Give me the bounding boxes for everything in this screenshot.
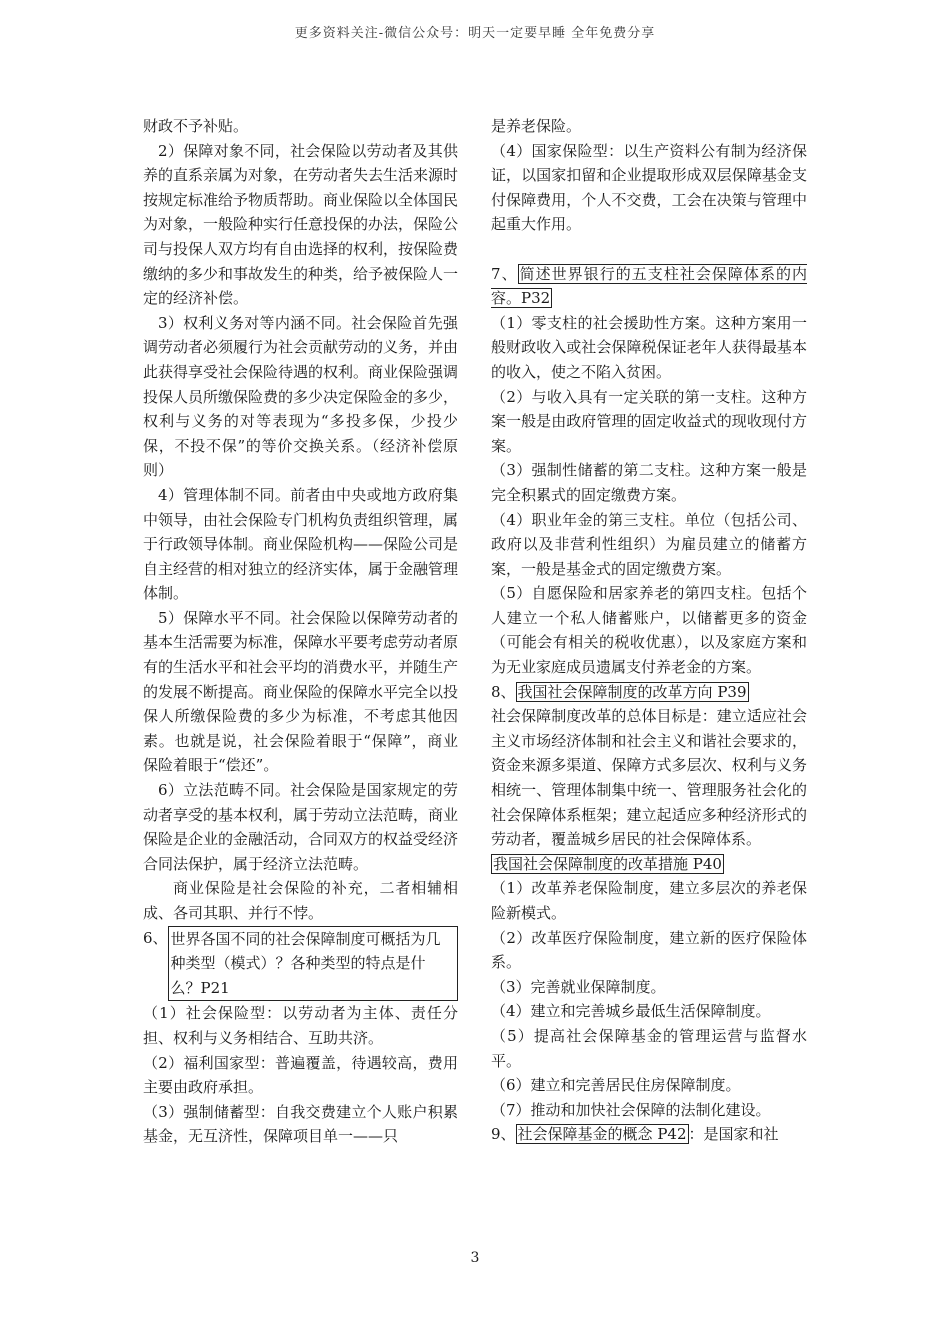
paragraph: 3）权利义务对等内涵不同。社会保险首先强调劳动者必须履行为社会贡献劳动的义务，并由此获得享受社会保险待遇的权利。商业保险强调投保人员所缴保险费的多少决定保险金的多少，权利与义务的对等表现为“多投多保，少投少保，不投不保”的等价交换关系。（经济补偿原则） [143, 313, 459, 480]
question-6-heading [143, 926, 458, 1002]
question-title-box: 我国社会保障制度的改革措施 P40 [493, 854, 722, 873]
answer-item: （2）改革医疗保险制度，建立新的医疗保险体系。 [491, 928, 807, 972]
question-title-box: 世界各国不同的社会保障制度可概括为几种类型（模式）？各种类型的特点是什么？P21 [168, 926, 458, 1002]
answer-item: （1）零支柱的社会援助性方案。这种方案用一般财政收入或社会保障税保证老年人获得最基本的收入，使之不陷入贫困。 [491, 313, 807, 381]
answer-item: （1）社会保险型：以劳动者为主体、责任分担、权利与义务相结合、互助共济。 [143, 1004, 458, 1047]
answer-item: （7）推动和加快社会保障的法制化建设。 [491, 1100, 771, 1119]
paragraph: 财政不予补贴。 [143, 117, 249, 135]
answer-item: （6）建立和完善居民住房保障制度。 [491, 1076, 741, 1095]
answer-item: （4）建立和完善城乡最低生活保障制度。 [491, 1002, 771, 1021]
paragraph: 2）保障对象不同，社会保险以劳动者及其供养的直系亲属为对象，在劳动者失去生活来源时按规定标准给予物质帮助。商业保险以全体国民为对象，一般险种实行任意投保的办法，保险公司与投保人双方均有自由选择的权利，按保险费缴纳的多少和事故发生的种类，给予被保险人一定的经济补偿。 [143, 141, 459, 308]
page-number: 3 [470, 1250, 480, 1266]
paragraph: 商业保险是社会保险的补充，二者相辅相成、各司其职、并行不悖。 [143, 879, 458, 922]
right-column [491, 114, 807, 1147]
answer-item: （4）职业年金的第三支柱。单位（包括公司、政府以及非营利性组织）为雇员建立的储蓄方案，一般是基金式的固定缴费方案。 [491, 510, 807, 578]
question-7-heading [491, 262, 807, 311]
paragraph: 4）管理体制不同。前者由中央或地方政府集中领导，由社会保险专门机构负责组织管理，属于行政领导体制。商业保险机构——保险公司是自主经营的相对独立的经济实体，属于金融管理体制。 [143, 485, 459, 603]
answer-item: （5）自愿保险和居家养老的第四支柱。包括个人建立一个私人储蓄账户，以储蓄更多的资金（可能会有相关的税收优惠），以及家庭方案和为无业家庭成员遗属支付养老金的方案。 [491, 584, 807, 677]
question-number: 7、 [491, 264, 518, 283]
answer-item: （2）与收入具有一定关联的第一支柱。这种方案一般是由政府管理的固定收益式的现收现付方案。 [491, 387, 807, 455]
question-9-heading [491, 1122, 807, 1147]
answer-item: （3）完善就业保障制度。 [491, 977, 666, 996]
question-9-text: ：是国家和社 [688, 1125, 779, 1144]
answer-item: （3）强制性储蓄的第二支柱。这种方案一般是完全积累式的固定缴费方案。 [491, 461, 807, 504]
question-title-box: 简述世界银行的五支柱社会保障体系的内容。P32 [491, 264, 807, 308]
paragraph: 社会保障制度改革的总体目标是：建立适应社会主义市场经济体制和社会主义和谐社会要求的，资金来源多渠道、保障方式多层次、权利与义务相统一、管理体制集中统一、管理服务社会化的社会保障体系框架；建立起适应多种经济形式的劳动者，覆盖城乡居民的社会保障体系。 [491, 707, 807, 849]
question-8b-heading [491, 852, 807, 877]
question-title-box: 社会保障基金的概念 P42 [517, 1125, 687, 1144]
page-header: 更多资料关注-微信公众号：明天一定要早睡 全年免费分享 [294, 26, 656, 41]
question-8-heading [491, 680, 807, 705]
left-column [143, 114, 458, 1149]
question-title-box: 我国社会保障制度的改革方向 P39 [517, 682, 747, 701]
answer-item: （2）福利国家型：普遍覆盖，待遇较高，费用主要由政府承担。 [143, 1053, 458, 1097]
paragraph: 5）保障水平不同。社会保险以保障劳动者的基本生活需要为标准，保障水平要考虑劳动者原有的生活水平和社会平均的消费水平，并随生产的发展不断提高。商业保险的保障水平完全以投保人所缴保险费的多少为标准，不考虑其他因素。也就是说，社会保险着眼于“保障”，商业保险着眼于“偿还”。 [143, 608, 459, 775]
answer-item: （5）提高社会保障基金的管理运营与监督水平。 [491, 1026, 807, 1070]
answer-item: （4）国家保险型：以生产资料公有制为经济保证，以国家扣留和企业提取形成双层保障基金支付保障费用，个人不交费，工会在决策与管理中起重大作用。 [491, 141, 807, 234]
question-number: 8、 [491, 682, 516, 701]
paragraph: 6）立法范畴不同。社会保险是国家规定的劳动者享受的基本权利，属于劳动立法范畴，商业保险是企业的金融活动，合同双方的权益受经济合同法保护，属于经济立法范畴。 [143, 781, 459, 873]
answer-item: （3）强制储蓄型：自我交费建立个人账户积累基金，无互济性，保障项目单一——只 [143, 1102, 458, 1146]
paragraph: 是养老保险。 [491, 117, 582, 135]
answer-item: （1）改革养老保险制度，建立多层次的养老保险新模式。 [491, 879, 807, 922]
question-number: 9、 [491, 1125, 516, 1144]
question-number: 6、 [143, 928, 168, 947]
